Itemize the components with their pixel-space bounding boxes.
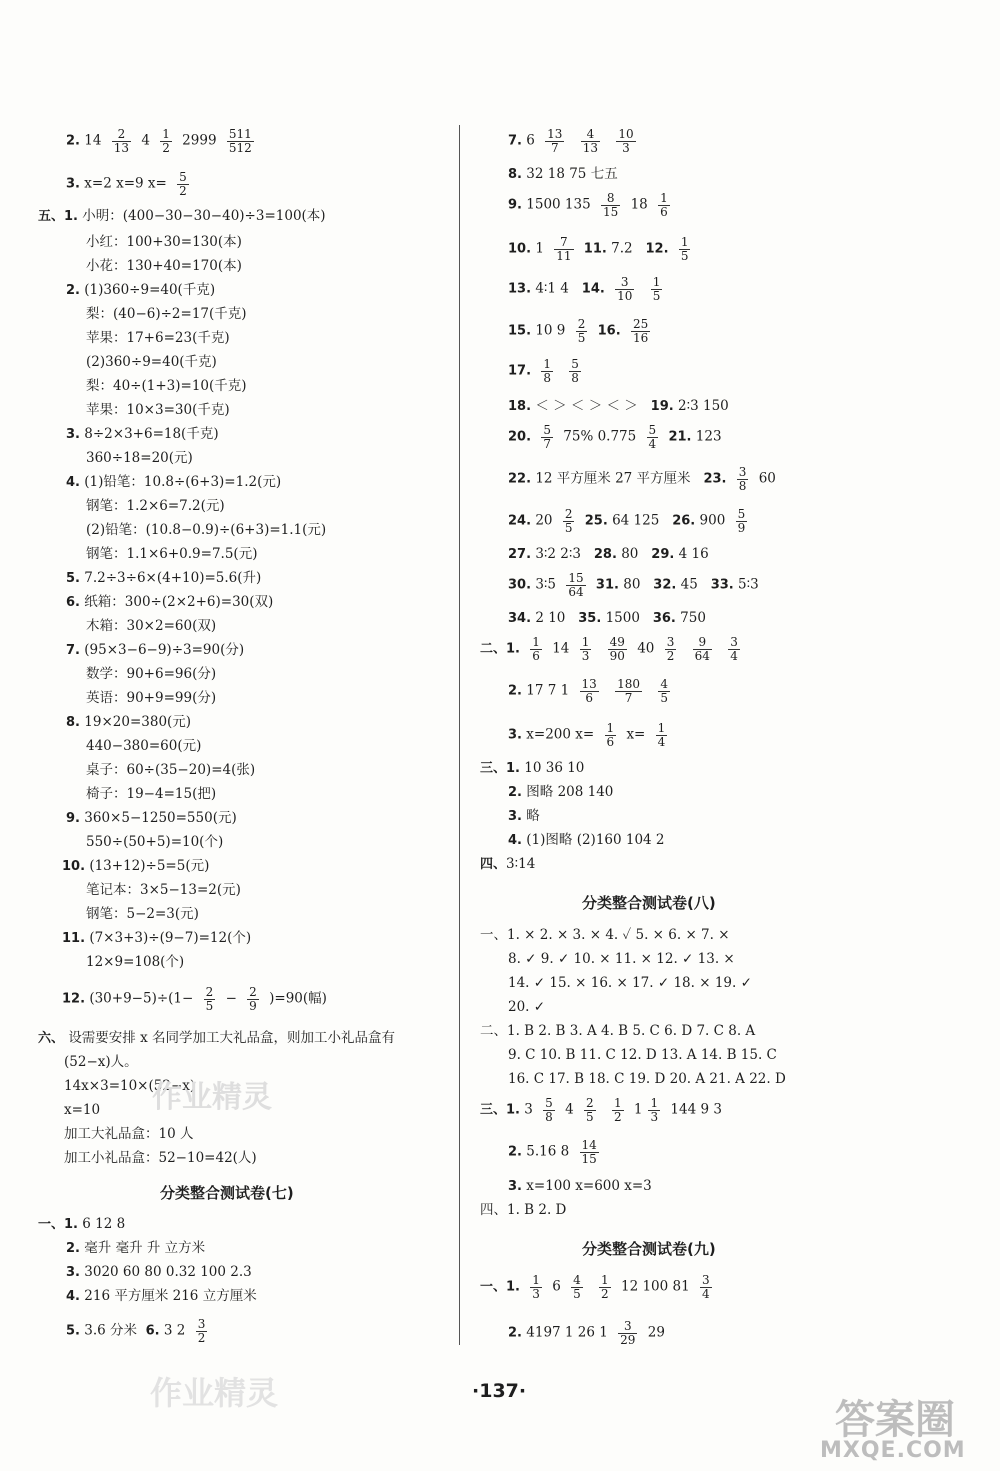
answer-line: 小花：130+40=170(本)	[86, 258, 242, 274]
answer-line: 六、 设需要安排 x 名同学加工大礼品盒，则加工小礼品盒有	[38, 1030, 396, 1046]
answer-line: 14x×3=10×(52−x)	[64, 1078, 196, 1094]
answer-line: 30. 3∶5 $\frac{15}{64}$ 31. 80 32. 45 33. 5∶3	[508, 571, 759, 599]
answer-line: 14. ✓ 15. × 16. × 17. ✓ 18. × 19. ✓	[508, 975, 752, 991]
answer-line: 梨：40÷(1+3)=10(千克)	[86, 378, 247, 394]
answer-line: 梨：(40−6)÷2=17(千克)	[86, 306, 247, 322]
answer-line: 椅子：19−4=15(把)	[86, 786, 217, 802]
answer-line: 小红：100+30=130(本)	[86, 234, 242, 250]
fraction: $\frac{2}{5}$	[577, 317, 586, 345]
section-title: 分类整合测试卷(七)	[160, 1184, 294, 1202]
answer-line: 二、1. $\frac{1}{6}$ 14 $\frac{1}{3}$ $\frac{49}{90}$ 40 $\frac{3}{2}$ $\frac{9}{64}$ $\frac{3}{4}$	[480, 635, 738, 663]
fraction: $\frac{2}{9}$	[249, 985, 257, 1013]
fraction: $\frac{1}{6}$	[606, 721, 615, 749]
page-number: ·137·	[472, 1380, 527, 1402]
fraction: $\frac{5}{2}$	[179, 170, 187, 198]
answer-line: 360÷18=20(元)	[86, 450, 193, 466]
fraction: $\frac{5}{7}$	[543, 423, 551, 451]
watermark-logo: 答案圈	[835, 1397, 955, 1443]
answer-line: 4. (1)图略 (2)160 104 2	[508, 832, 665, 848]
fraction: $\frac{3}{8}$	[738, 465, 747, 493]
answer-line: 9. C 10. B 11. C 12. D 13. A 14. B 15. C	[508, 1047, 777, 1063]
fraction: $\frac{13}{7}$	[547, 127, 563, 155]
fraction: $\frac{1}{6}$	[532, 635, 540, 663]
fraction: $\frac{180}{7}$	[617, 677, 641, 705]
answer-line: 3. x=200 x= $\frac{1}{6}$ x= $\frac{1}{4}$	[508, 721, 666, 749]
section-title: 分类整合测试卷(八)	[582, 894, 716, 912]
answer-line: 2. (1)360÷9=40(千克)	[66, 282, 216, 298]
answer-line: 3. x=2 x=9 x= $\frac{5}{2}$	[66, 170, 187, 198]
fraction: $\frac{10}{3}$	[618, 127, 634, 155]
fraction: $\frac{4}{5}$	[573, 1273, 581, 1301]
fraction: $\frac{1}{2}$	[613, 1096, 622, 1124]
answer-line: 五、1. 小明：(400−30−30−40)÷3=100(本)	[38, 208, 326, 224]
answer-line: (2)360÷9=40(千克)	[86, 354, 217, 370]
answer-line: 9. 1500 135 $\frac{8}{15}$ 18 $\frac{1}{6}$	[508, 191, 668, 219]
section-title: 分类整合测试卷(九)	[582, 1240, 716, 1258]
fraction: $\frac{25}{16}$	[632, 317, 649, 345]
answer-line: 8. 32 18 75 七五	[508, 166, 618, 182]
fraction: $\frac{3}{2}$	[666, 635, 675, 663]
answer-line: 苹果：10×3=30(千克)	[86, 402, 230, 418]
answer-line: 8. 19×20=380(元)	[66, 714, 192, 730]
fraction: $\frac{1}{2}$	[162, 127, 170, 155]
answer-line: 20. ✓	[508, 999, 546, 1015]
fraction: $\frac{1}{5}$	[680, 235, 689, 263]
answer-line: 笔记本：3×5−13=2(元)	[86, 882, 241, 898]
fraction: $\frac{5}{4}$	[648, 423, 657, 451]
answer-line: 英语：90+9=99(分)	[86, 690, 217, 706]
watermark-url: MXQE.COM	[820, 1438, 966, 1463]
fraction: $\frac{5}{8}$	[545, 1096, 553, 1124]
fraction: $\frac{4}{13}$	[582, 127, 599, 155]
answer-line: 13. 4∶1 4 14. $\frac{3}{10}$ $\frac{1}{5}$	[508, 275, 661, 303]
fraction: $\frac{2}{5}$	[564, 507, 573, 535]
fraction: $\frac{1}{4}$	[657, 721, 666, 749]
answer-line: 11. (7×3+3)÷(9−7)=12(个)	[62, 930, 252, 946]
answer-line: 15. 10 9 $\frac{2}{5}$ 16. $\frac{25}{16}$	[508, 317, 649, 345]
fraction: $\frac{3}{4}$	[702, 1273, 710, 1301]
answer-line: 4. (1)铅笔：10.8÷(6+3)=1.2(元)	[66, 474, 282, 490]
fraction: $\frac{49}{90}$	[609, 635, 625, 663]
answer-line: 2. 14 $\frac{2}{13}$ 4 $\frac{1}{2}$ 2999 $\frac{511}{512}$	[66, 127, 252, 155]
answer-line: 钢笔：1.2×6=7.2(元)	[86, 498, 225, 514]
answer-line: 9. 360×5−1250=550(元)	[66, 810, 237, 826]
answer-line: 440−380=60(元)	[86, 738, 202, 754]
answer-line: 10. (13+12)÷5=5(元)	[62, 858, 210, 874]
answer-line: 34. 2 10 35. 1500 36. 750	[508, 610, 706, 626]
answer-line: 27. 3∶2 2∶3 28. 80 29. 4 16	[508, 546, 709, 562]
answer-line: 桌子：60÷(35−20)=4(张)	[86, 762, 256, 778]
fraction: $\frac{3}{2}$	[197, 1317, 206, 1345]
fraction: $\frac{4}{5}$	[660, 677, 668, 705]
answer-line: 3. x=100 x=600 x=3	[508, 1178, 652, 1194]
answer-line: 5. 3.6 分米 6. 3 2 $\frac{3}{2}$	[66, 1317, 206, 1345]
answer-line: 三、1. 3 $\frac{5}{8}$ 4 $\frac{2}{5}$ $\frac{1}{2}$ 1 $\frac{1}{3}$ 144 9 3	[480, 1096, 722, 1124]
fraction: $\frac{1}{3}$	[650, 1096, 659, 1124]
fraction: $\frac{1}{3}$	[581, 635, 590, 663]
fraction: $\frac{5}{9}$	[737, 507, 746, 535]
answer-line: 6. 纸箱：300÷(2×2+6)=30(双)	[66, 594, 274, 610]
fraction: $\frac{511}{512}$	[228, 127, 252, 155]
fraction: $\frac{1}{2}$	[601, 1273, 609, 1301]
fraction: $\frac{13}{6}$	[581, 677, 597, 705]
fraction: $\frac{3}{29}$	[620, 1319, 636, 1347]
answer-line: 12×9=108(个)	[86, 954, 185, 970]
answer-line: (2)铅笔：(10.8−0.9)÷(6+3)=1.1(元)	[86, 522, 327, 538]
answer-line: 24. 20 $\frac{2}{5}$ 25. 64 125 26. 900 $\frac{5}{9}$	[508, 507, 746, 535]
watermark-stamp: 作业精灵	[152, 1080, 272, 1115]
answer-line: 加工大礼品盒：10 人	[64, 1126, 194, 1142]
answer-line: 16. C 17. B 18. C 19. D 20. A 21. A 22. D	[508, 1071, 786, 1087]
answer-line: 12. (30+9−5)÷(1− $\frac{2}{5}$ − $\frac{2}{9}$ )=90(幅)	[62, 985, 327, 1013]
answer-line: 四、1. B 2. D	[480, 1202, 567, 1218]
answer-line: 一、1. 6 12 8	[38, 1216, 126, 1232]
fraction: $\frac{3}{4}$	[730, 635, 738, 663]
fraction: $\frac{7}{11}$	[556, 235, 572, 263]
answer-line: 4. 216 平方厘米 216 立方厘米	[66, 1288, 257, 1304]
answer-line: 18. ＜ ＞ ＜ ＞ ＜ ＞ 19. 2∶3 150	[508, 398, 729, 414]
answer-line: 5. 7.2÷3÷6×(4+10)=5.6(升)	[66, 570, 262, 586]
fraction: $\frac{3}{10}$	[617, 275, 633, 303]
column-divider	[459, 125, 460, 1345]
answer-line: 550÷(50+5)=10(个)	[86, 834, 224, 850]
fraction: $\frac{2}{13}$	[113, 127, 130, 155]
answer-line: 7. (95×3−6−9)÷3=90(分)	[66, 642, 245, 658]
answer-line: 苹果：17+6=23(千克)	[86, 330, 230, 346]
answer-line: 3. 略	[508, 808, 540, 824]
fraction: $\frac{1}{6}$	[660, 191, 668, 219]
fraction: $\frac{2}{5}$	[205, 985, 214, 1013]
answer-line: 2. 图略 208 140	[508, 784, 614, 800]
fraction: $\frac{14}{15}$	[581, 1138, 597, 1166]
answer-line: 2. 17 7 1 $\frac{13}{6}$ $\frac{180}{7}$ $\frac{4}{5}$	[508, 677, 668, 705]
answer-line: 2. 4197 1 26 1 $\frac{3}{29}$ 29	[508, 1319, 665, 1347]
answer-line: 10. 1 $\frac{7}{11}$ 11. 7.2 12. $\frac{1}{5}$	[508, 235, 689, 263]
answer-line: 2. 5.16 8 $\frac{14}{15}$	[508, 1138, 597, 1166]
fraction: $\frac{2}{5}$	[586, 1096, 594, 1124]
fraction: $\frac{15}{64}$	[568, 571, 584, 599]
fraction: $\frac{1}{3}$	[532, 1273, 540, 1301]
answer-line: 四、3∶14	[480, 856, 536, 872]
answer-line: (52−x)人。	[64, 1054, 138, 1070]
answer-line: 2. 毫升 毫升 升 立方米	[66, 1240, 206, 1256]
answer-line: x=10	[64, 1102, 101, 1118]
answer-line: 三、1. 10 36 10	[480, 760, 585, 776]
answer-line: 7. 6 $\frac{13}{7}$ $\frac{4}{13}$ $\frac{10}{3}$	[508, 127, 634, 155]
answer-line: 加工小礼品盒：52−10=42(人)	[64, 1150, 257, 1166]
watermark-stamp: 作业精灵	[150, 1374, 279, 1412]
answer-line: 钢笔：1.1×6+0.9=7.5(元)	[86, 546, 258, 562]
answer-line: 数学：90+6=96(分)	[86, 666, 217, 682]
answer-line: 8. ✓ 9. ✓ 10. × 11. × 12. ✓ 13. ×	[508, 951, 735, 967]
fraction: $\frac{9}{64}$	[694, 635, 710, 663]
answer-line: 17. $\frac{1}{8}$ $\frac{5}{8}$	[508, 357, 579, 385]
answer-line: 一、1. $\frac{1}{3}$ 6 $\frac{4}{5}$ $\frac{1}{2}$ 12 100 81 $\frac{3}{4}$	[480, 1273, 710, 1301]
answer-line: 20. $\frac{5}{7}$ 75% 0.775 $\frac{5}{4}$ 21. 123	[508, 423, 722, 451]
answer-line: 一、1. × 2. × 3. × 4. ✓ 5. × 6. × 7. ×	[480, 927, 730, 943]
answer-line: 木箱：30×2=60(双)	[86, 618, 217, 634]
answer-line: 钢笔：5−2=3(元)	[86, 906, 199, 922]
fraction: $\frac{5}{8}$	[571, 357, 579, 385]
answer-line: 22. 12 平方厘米 27 平方厘米 23. $\frac{3}{8}$ 60	[508, 465, 776, 493]
fraction: $\frac{8}{15}$	[603, 191, 619, 219]
answer-line: 二、1. B 2. B 3. A 4. B 5. C 6. D 7. C 8. A	[480, 1023, 756, 1039]
fraction: $\frac{1}{8}$	[543, 357, 551, 385]
answer-line: 3. 8÷2×3+6=18(千克)	[66, 426, 219, 442]
fraction: $\frac{1}{5}$	[652, 275, 661, 303]
answer-line: 3. 3020 60 80 0.32 100 2.3	[66, 1264, 252, 1280]
